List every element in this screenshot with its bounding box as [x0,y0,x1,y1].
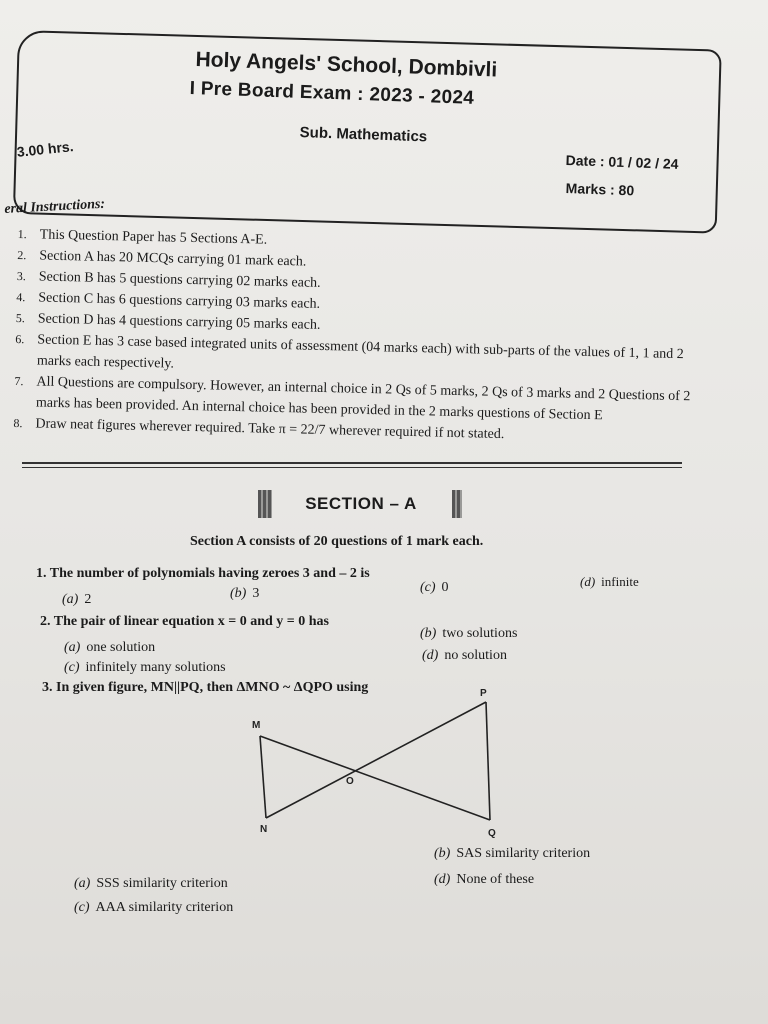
section-description: Section A consists of 20 questions of 1 mark each. [190,534,484,549]
option-key: (b) [230,586,247,601]
similar-triangles-figure [240,680,520,840]
option-text: no solution [444,648,507,663]
question-3: 3. In given figure, MN||PQ, then ΔMNO ~ ΔQPO using [42,680,369,695]
option-d [580,574,639,590]
instruction-text: All Questions are compulsory. However, an internal choice in 2 Qs of 5 marks, 2 Qs of 3 marks and 2 Questions of 2 marks has been provided. An internal choice has been provided in the 2 marks questions of Section E [35,374,691,424]
option-a [64,640,155,656]
option-key: (c) [64,660,80,675]
instruction-number: 4. [16,289,26,305]
instruction-number: 5. [15,310,26,326]
option-a [62,592,91,608]
option-key: (b) [420,626,437,641]
option-text: SSS similarity criterion [96,876,228,891]
duration: 3.00 hrs. [16,138,75,160]
option-text: one solution [86,640,156,655]
option-b [230,586,259,602]
option-a [74,876,228,892]
segment-pq [486,702,490,820]
option-text: two solutions [442,626,518,641]
option-key: (a) [74,876,91,891]
option-text: None of these [456,872,535,887]
instruction-number: 1. [17,226,27,242]
segment-np [266,702,486,818]
segment-mn [260,736,266,818]
question-1: 1. The number of polynomials having zeroes 3 and – 2 is [36,566,370,581]
option-text: 2 [84,592,92,607]
subject: Sub. Mathematics [299,124,428,146]
option-key: (d) [422,648,439,663]
segment-mq [260,736,490,820]
banner-bar-right [452,490,462,518]
exam-date: Date : 01 / 02 / 24 [565,152,679,172]
option-key: (a) [64,640,81,655]
label-q: Q [488,828,496,839]
option-text: AAA similarity criterion [95,900,234,915]
section-title: SECTION – A [305,494,417,513]
option-text: 3 [252,586,260,601]
school-name: Holy Angels' School, Dombivli [195,48,498,82]
option-d [422,648,507,664]
option-text: SAS similarity criterion [456,846,591,861]
option-b [434,846,590,862]
instruction-text: Draw neat figures wherever required. Take π = 22/7 wherever required if not stated. [35,416,505,443]
total-marks: Marks : 80 [565,180,635,199]
instruction-number: 6. [15,331,25,347]
instruction-text: Section C has 6 questions carrying 03 marks each. [38,290,321,312]
option-key: (a) [62,592,79,607]
option-key: (c) [420,580,436,595]
question-2: 2. The pair of linear equation x = 0 and y = 0 has [40,614,330,629]
option-c [420,580,449,596]
option-key: (d) [580,574,596,589]
instruction-number: 2. [17,247,27,263]
banner-bar-left [258,490,272,518]
divider-line [22,462,682,464]
instruction-text: Section B has 5 questions carrying 02 marks each. [38,269,321,291]
label-p: P [480,688,487,699]
instruction-text: Section D has 4 questions carrying 05 marks each. [37,311,321,333]
exam-title: I Pre Board Exam : 2023 - 2024 [189,78,475,109]
instruction-number: 3. [16,268,26,284]
label-o: O [346,776,354,787]
instruction-text: Section E has 3 case based integrated units of assessment (04 marks each) with sub-parts of the values of 1, 1 and 2 marks each respectively. [36,332,684,372]
instruction-text: This Question Paper has 5 Sections A-E. [39,227,268,248]
label-m: M [252,720,261,731]
option-key: (b) [434,846,451,861]
option-c [64,660,226,676]
option-d [434,872,534,888]
option-text: infinite [601,574,639,589]
option-key: (d) [434,872,451,887]
instructions-heading: eral Instructions: [4,196,106,217]
instructions-list [13,224,698,449]
option-c [74,900,233,916]
instruction-number: 8. [13,415,23,431]
option-key: (c) [74,900,90,915]
option-text: infinitely many solutions [85,660,226,675]
divider-line [22,467,682,468]
section-banner [258,488,464,520]
option-b [420,626,517,642]
option-text: 0 [441,580,449,595]
instruction-number: 7. [14,373,24,389]
label-n: N [260,824,268,835]
instruction-text: Section A has 20 MCQs carrying 01 mark each. [39,248,307,270]
